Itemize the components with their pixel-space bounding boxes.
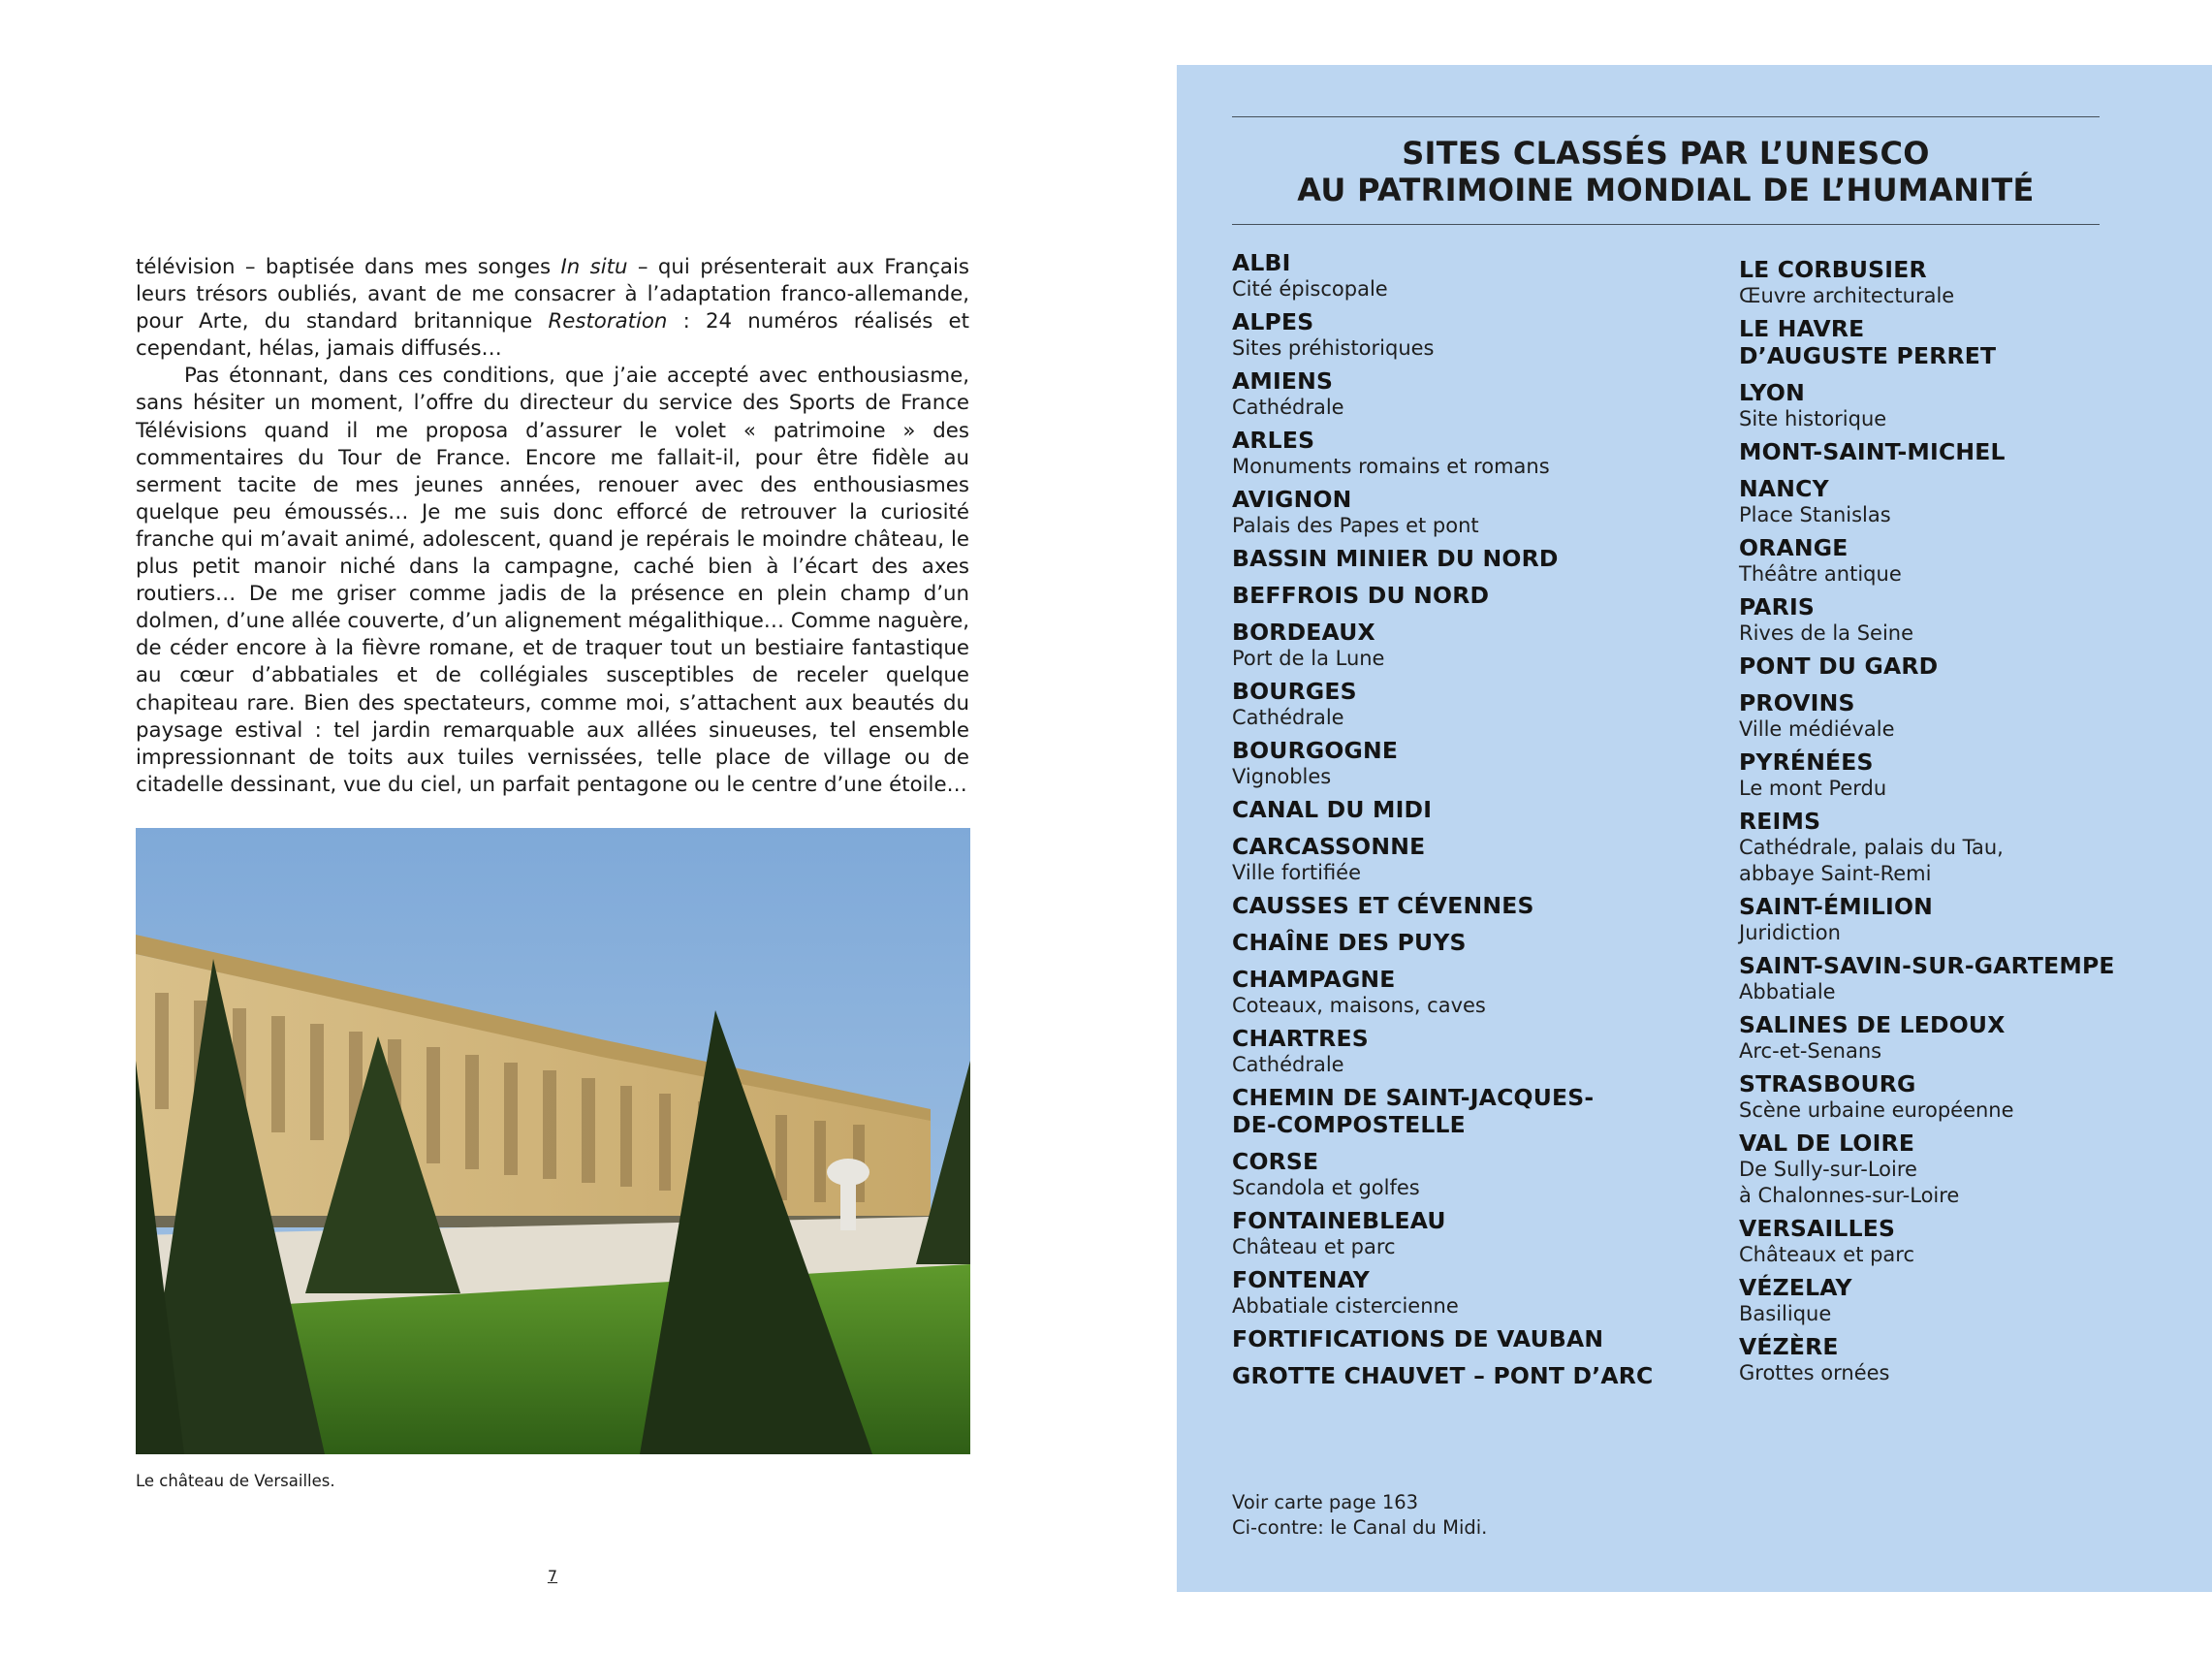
site-name: PYRÉNÉES [1739,748,1874,776]
site-entry [1739,256,2212,309]
site-name: SAINT-SAVIN-SUR-GARTEMPE [1739,952,2115,979]
unesco-panel [1177,65,2212,1592]
site-name: CARCASSONNE [1232,833,1426,860]
site-name: CAUSSES ET CÉVENNES [1232,892,1534,919]
site-name: PONT DU GARD [1739,652,1939,680]
site-entry [1232,929,1717,956]
site-name: VERSAILLES [1739,1215,1896,1242]
site-name: ARLES [1232,427,1315,454]
site-entry [1739,689,2212,743]
site-name: SAINT-ÉMILION [1739,893,1933,920]
site-name: ALPES [1232,308,1314,335]
site-entry [1739,748,2212,802]
site-description: Coteaux, maisons, caves [1232,994,1486,1017]
site-entry [1232,545,1717,572]
site-description: Port de la Lune [1232,647,1385,670]
site-entry [1739,379,2212,432]
site-description: Place Stanislas [1739,503,1891,526]
site-entry [1232,308,1717,362]
site-entry [1232,1025,1717,1078]
map-reference: Voir carte page 163 [1232,1491,1419,1513]
site-entry [1739,1274,2212,1327]
site-name: BOURGOGNE [1232,737,1399,764]
site-entry [1739,1333,2212,1386]
site-entry [1232,966,1717,1019]
site-entry [1739,534,2212,588]
photo-caption: Le château de Versailles. [136,1472,335,1490]
site-entry [1739,593,2212,647]
title-line-2: AU PATRIMOINE MONDIAL DE L’HUMANITÉ [1297,172,2035,208]
site-description: Château et parc [1232,1235,1396,1258]
site-description: De Sully-sur-Loire à Chalonnes-sur-Loire [1739,1158,1960,1207]
site-entry [1232,892,1717,919]
site-description: Scène urbaine européenne [1739,1098,2014,1122]
site-entry [1739,893,2212,946]
site-description: Monuments romains et romans [1232,455,1550,478]
site-entry [1232,486,1717,539]
page-number: 7 [547,1567,558,1585]
site-entry [1232,1266,1717,1320]
text-run: télévision – baptisée dans mes songes [136,255,561,279]
text-run: – qui présenterait aux Français leurs trésors oubliés, avant de me consacrer à l’adaptation franco-allemande, pour Arte, du standard britannique [136,255,969,334]
site-name: ORANGE [1739,534,1849,561]
site-description: Grottes ornées [1739,1361,1890,1384]
versailles-photo [136,828,970,1454]
site-description: Sites préhistoriques [1232,336,1435,360]
site-entry [1232,1084,1717,1138]
site-name: STRASBOURG [1739,1070,1916,1097]
site-name: CANAL DU MIDI [1232,796,1433,823]
site-name: MONT-SAINT-MICHEL [1739,438,2006,465]
site-name: BORDEAUX [1232,619,1375,646]
site-description: Cathédrale [1232,1053,1344,1076]
site-name: LYON [1739,379,1805,406]
site-entry [1232,367,1717,421]
site-entry [1739,808,2212,887]
site-description: Cité épiscopale [1232,277,1388,301]
sites-column-right [1739,256,2212,1392]
paragraph-1 [136,254,969,363]
top-rule [1232,116,2100,117]
site-description: Site historique [1739,407,1887,430]
site-description: Ville médiévale [1739,717,1895,741]
site-entry [1232,1207,1717,1260]
site-entry [1232,678,1717,731]
site-description: Arc-et-Senans [1739,1039,1882,1063]
site-name: CORSE [1232,1148,1319,1175]
site-name: CHAÎNE DES PUYS [1232,929,1467,956]
site-entry [1739,952,2212,1005]
bottom-rule [1232,224,2100,225]
text-run: : 24 numéros réalisés et cependant, hélas, jamais diffusés… [136,309,969,362]
site-name: BOURGES [1232,678,1357,705]
site-name: PROVINS [1739,689,1855,716]
site-description: Cathédrale [1232,396,1344,419]
site-entry [1232,796,1717,823]
site-name: BEFFROIS DU NORD [1232,582,1490,609]
site-name: CHEMIN DE SAINT-JACQUES- DE-COMPOSTELLE [1232,1084,1595,1138]
site-description: Œuvre architecturale [1739,284,1955,307]
site-name: CHARTRES [1232,1025,1369,1052]
site-entry [1739,652,2212,680]
site-name: PARIS [1739,593,1816,620]
italic-title: In situ [560,255,628,279]
site-entry [1232,1325,1717,1352]
italic-title: Restoration [548,309,668,334]
site-description: Juridiction [1739,921,1841,944]
site-entry [1232,1148,1717,1201]
site-name: VÉZELAY [1739,1274,1852,1301]
site-name: SALINES DE LEDOUX [1739,1011,2006,1038]
site-entry [1232,249,1717,302]
facing-caption: Ci-contre: le Canal du Midi. [1232,1516,1488,1539]
versailles-illustration [136,828,970,1454]
site-description: Palais des Papes et pont [1232,514,1479,537]
site-description: Châteaux et parc [1739,1243,1915,1266]
site-description: Abbatiale [1739,980,1836,1003]
site-entry [1739,1011,2212,1065]
site-description: Le mont Perdu [1739,777,1887,800]
site-entry [1739,315,2212,369]
site-entry [1739,475,2212,528]
site-name: AVIGNON [1232,486,1352,513]
site-description: Abbatiale cistercienne [1232,1294,1459,1318]
panel-title [1232,135,2100,208]
body-text [136,254,969,799]
site-entry [1739,1215,2212,1268]
site-name: GROTTE CHAUVET – PONT D’ARC [1232,1362,1654,1389]
site-description: Rives de la Seine [1739,621,1914,645]
sites-column-left [1232,249,1717,1399]
title-line-1: SITES CLASSÉS PAR L’UNESCO [1402,135,1930,172]
site-entry [1232,737,1717,790]
site-description: Théâtre antique [1739,562,1902,586]
site-entry [1232,833,1717,886]
site-description: Scandola et golfes [1232,1176,1420,1199]
site-name: FONTENAY [1232,1266,1371,1293]
site-entry [1739,438,2212,465]
site-description: Basilique [1739,1302,1832,1325]
site-name: VÉZÈRE [1739,1333,1839,1360]
site-entry [1739,1070,2212,1124]
site-name: CHAMPAGNE [1232,966,1396,993]
site-name: FONTAINEBLEAU [1232,1207,1446,1234]
site-name: REIMS [1739,808,1821,835]
site-name: FORTIFICATIONS DE VAUBAN [1232,1325,1604,1352]
site-description: Ville fortifiée [1232,861,1362,884]
panel-note [1232,1490,1487,1541]
site-entry [1232,619,1717,672]
site-entry [1232,1362,1717,1389]
site-entry [1739,1129,2212,1209]
site-description: Vignobles [1232,765,1332,788]
site-name: NANCY [1739,475,1829,502]
site-name: VAL DE LOIRE [1739,1129,1915,1157]
site-description: Cathédrale [1232,706,1344,729]
site-entry [1232,427,1717,480]
site-description: Cathédrale, palais du Tau, abbaye Saint-Remi [1739,836,2004,885]
site-name: LE CORBUSIER [1739,256,1927,283]
site-name: LE HAVRE D’AUGUSTE PERRET [1739,315,1997,369]
paragraph-2: Pas étonnant, dans ces conditions, que j’aie accepté avec enthousiasme, sans hésiter un moment, l’offre du directeur du service des Sports de France Télévisions quand il me proposa d’assurer le volet « patrimoine » des commentaires du Tour de France. Encore me fallait-il, pour être fidèle au serment tacite de mes jeunes années, renouer avec des enthousiasmes quelque peu émoussés… Je me suis donc efforcé de retrouver la curiosité franche qui m’avait animé, adolescent, quand je repérais le moindre château, le plus petit manoir niché dans la campagne, caché bien à l’écart des axes routiers… De me griser comme jadis de la présence en plein champ d’un dolmen, d’une allée couverte, d’un alignement mégalithique… Comme naguère, de céder encore à la fièvre romane, et de traquer tout un bestiaire fantastique au cœur d’abbatiales et de collégiales susceptibles de receler quelque chapiteau rare. Bien des spectateurs, comme moi, s’attachent aux beautés du paysage estival : tel jardin remarquable aux allées sinueuses, tel ensemble impressionnant de toits aux tuiles vernissées, telle place de village ou de citadelle dessinant, vue du ciel, un parfait pentagone ou le centre d’une étoile… [136,364,969,797]
site-name: BASSIN MINIER DU NORD [1232,545,1559,572]
site-name: AMIENS [1232,367,1334,395]
site-name: ALBI [1232,249,1291,276]
site-entry [1232,582,1717,609]
